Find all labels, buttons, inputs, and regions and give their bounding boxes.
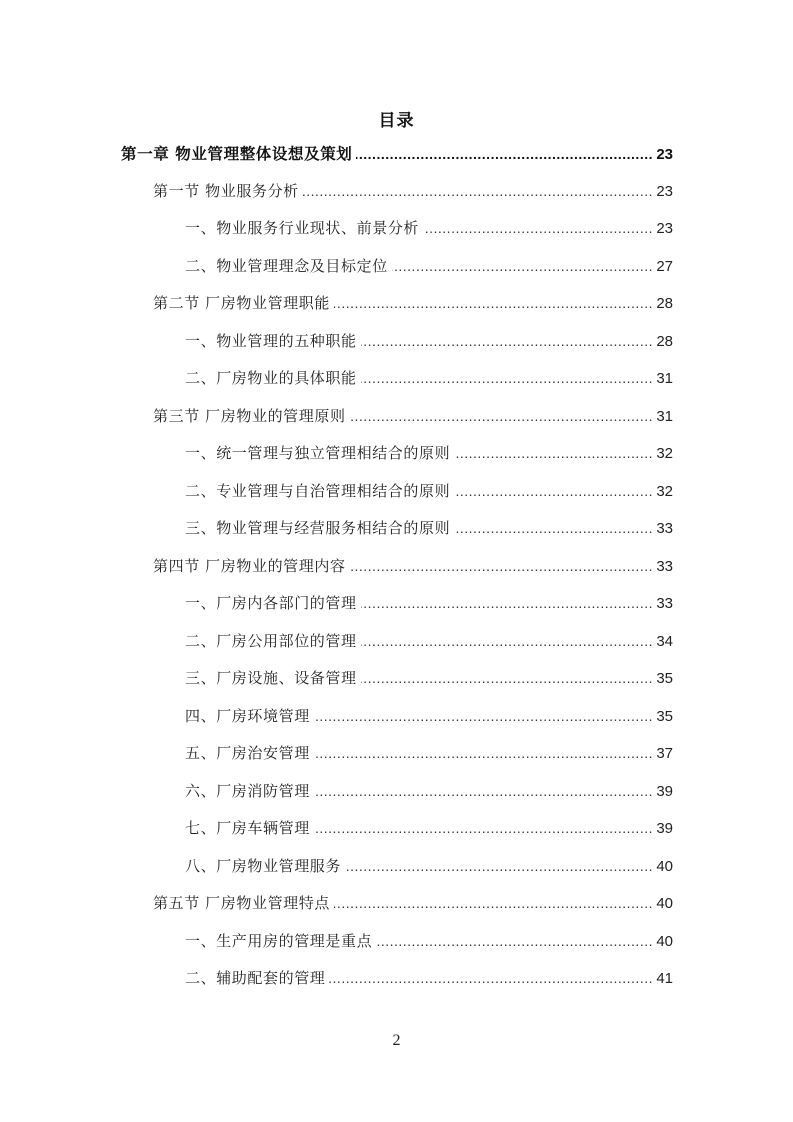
- toc-entry-page: 23: [656, 182, 673, 200]
- toc-entry-text: 第二节 厂房物业管理职能: [153, 294, 330, 312]
- toc-entry-item[interactable]: [185, 930, 673, 960]
- dot-leader: [350, 556, 653, 571]
- toc-entry-page: 40: [656, 895, 673, 912]
- toc-entry-text: 第一章 物业管理整体设想及策划: [121, 145, 353, 163]
- toc-entry-page: 28: [656, 332, 673, 350]
- toc-entry-item[interactable]: [185, 780, 673, 810]
- dot-leader: [329, 968, 653, 983]
- toc-entry-text: 一、生产用房的管理是重点: [185, 931, 373, 950]
- toc-entry-page: 40: [656, 932, 673, 950]
- toc-entry-text: 一、物业服务行业现状、前景分析: [185, 219, 420, 237]
- toc-entry-page: 32: [656, 482, 673, 500]
- toc-entry-item[interactable]: [185, 330, 673, 360]
- dot-leader: [314, 706, 653, 721]
- toc-entry-text: 一、统一管理与独立管理相结合的原则: [185, 444, 451, 462]
- toc-entry-item[interactable]: [185, 855, 673, 885]
- toc-entry-page: 35: [656, 670, 673, 687]
- dot-leader: [454, 518, 653, 533]
- toc-entry-page: 23: [656, 146, 673, 163]
- dot-leader: [345, 856, 653, 871]
- toc-entry-page: 39: [656, 782, 673, 800]
- toc-entry-text: 第三节 厂房物业的管理原则: [153, 406, 346, 425]
- toc-entry-text: 二、物业管理理念及目标定位: [185, 256, 388, 275]
- toc-entry-page: 33: [656, 595, 673, 612]
- toc-entry-text: 三、物业管理与经营服务相结合的原则: [185, 519, 451, 537]
- dot-leader: [361, 631, 653, 646]
- dot-leader: [361, 331, 653, 346]
- toc-entry-text: 二、专业管理与自治管理相结合的原则: [185, 481, 451, 500]
- dot-leader: [454, 481, 653, 496]
- dot-leader: [361, 668, 653, 683]
- dot-leader: [314, 781, 653, 796]
- dot-leader: [314, 818, 653, 833]
- dot-leader: [356, 144, 653, 160]
- toc-entry-text: 二、厂房物业的具体职能: [185, 369, 357, 387]
- toc-entry-page: 27: [656, 257, 673, 275]
- toc-entry-page: 32: [656, 445, 673, 462]
- toc-entry-item[interactable]: [185, 817, 673, 847]
- dot-leader: [454, 443, 653, 458]
- toc-entry-page: 28: [656, 295, 673, 312]
- toc-entry-text: 第一节 物业服务分析: [153, 181, 299, 200]
- toc-entry-item[interactable]: [185, 442, 673, 472]
- toc-title: 目录: [378, 111, 415, 131]
- toc-entry-item[interactable]: [185, 630, 673, 660]
- toc-entry-section[interactable]: [153, 180, 673, 210]
- toc-entry-item[interactable]: [185, 480, 673, 510]
- toc-entry-text: 第五节 厂房物业管理特点: [153, 894, 330, 912]
- toc-entry-text: 二、厂房公用部位的管理: [185, 631, 357, 650]
- toc-entry-page: 37: [656, 745, 673, 762]
- toc-entry-item[interactable]: [185, 742, 673, 772]
- toc-entry-page: 31: [656, 370, 673, 387]
- toc-entry-text: 一、厂房内各部门的管理: [185, 594, 357, 612]
- toc-entry-item[interactable]: [185, 967, 673, 997]
- toc-entry-item[interactable]: [185, 705, 673, 735]
- dot-leader: [314, 743, 653, 758]
- dot-leader: [334, 293, 653, 308]
- toc-entry-item[interactable]: [185, 255, 673, 285]
- toc-entry-page: 31: [656, 407, 673, 425]
- toc-entry-item[interactable]: [185, 217, 673, 247]
- toc-entry-text: 一、物业管理的五种职能: [185, 331, 357, 350]
- toc-entry-section[interactable]: [153, 892, 673, 922]
- toc-entry-item[interactable]: [185, 367, 673, 397]
- dot-leader: [361, 593, 653, 608]
- toc-entry-text: 六、厂房消防管理: [185, 781, 310, 800]
- toc-entry-text: 第四节 厂房物业的管理内容: [153, 556, 346, 575]
- toc-entry-text: 八、厂房物业管理服务: [185, 856, 342, 875]
- dot-leader: [361, 368, 653, 383]
- toc-entry-page: 34: [656, 632, 673, 650]
- toc-entry-page: 33: [656, 557, 673, 575]
- toc-entry-text: 四、厂房环境管理: [185, 706, 310, 725]
- toc-entry-chapter-1[interactable]: [121, 142, 673, 172]
- toc-entry-text: 二、辅助配套的管理: [185, 969, 326, 987]
- toc-entry-page: 39: [656, 820, 673, 837]
- dot-leader: [350, 406, 653, 421]
- page-number: 2: [392, 1032, 401, 1049]
- toc-entry-section[interactable]: [153, 555, 673, 585]
- toc-entry-page: 40: [656, 857, 673, 875]
- dot-leader: [423, 218, 653, 233]
- dot-leader: [392, 256, 653, 271]
- toc-entry-section[interactable]: [153, 292, 673, 322]
- toc-entry-page: 33: [656, 520, 673, 537]
- dot-leader: [303, 181, 653, 196]
- toc-entry-section[interactable]: [153, 405, 673, 435]
- toc-entry-item[interactable]: [185, 667, 673, 697]
- toc-entry-text: 三、厂房设施、设备管理: [185, 669, 357, 687]
- toc-entry-page: 41: [656, 970, 673, 987]
- toc-entry-item[interactable]: [185, 592, 673, 622]
- toc-entry-page: 35: [656, 707, 673, 725]
- toc-entry-item[interactable]: [185, 517, 673, 547]
- toc-entry-text: 五、厂房治安管理: [185, 744, 310, 762]
- toc-entry-text: 七、厂房车辆管理: [185, 819, 310, 837]
- toc-entry-page: 23: [656, 220, 673, 237]
- dot-leader: [334, 893, 653, 908]
- dot-leader: [376, 931, 653, 946]
